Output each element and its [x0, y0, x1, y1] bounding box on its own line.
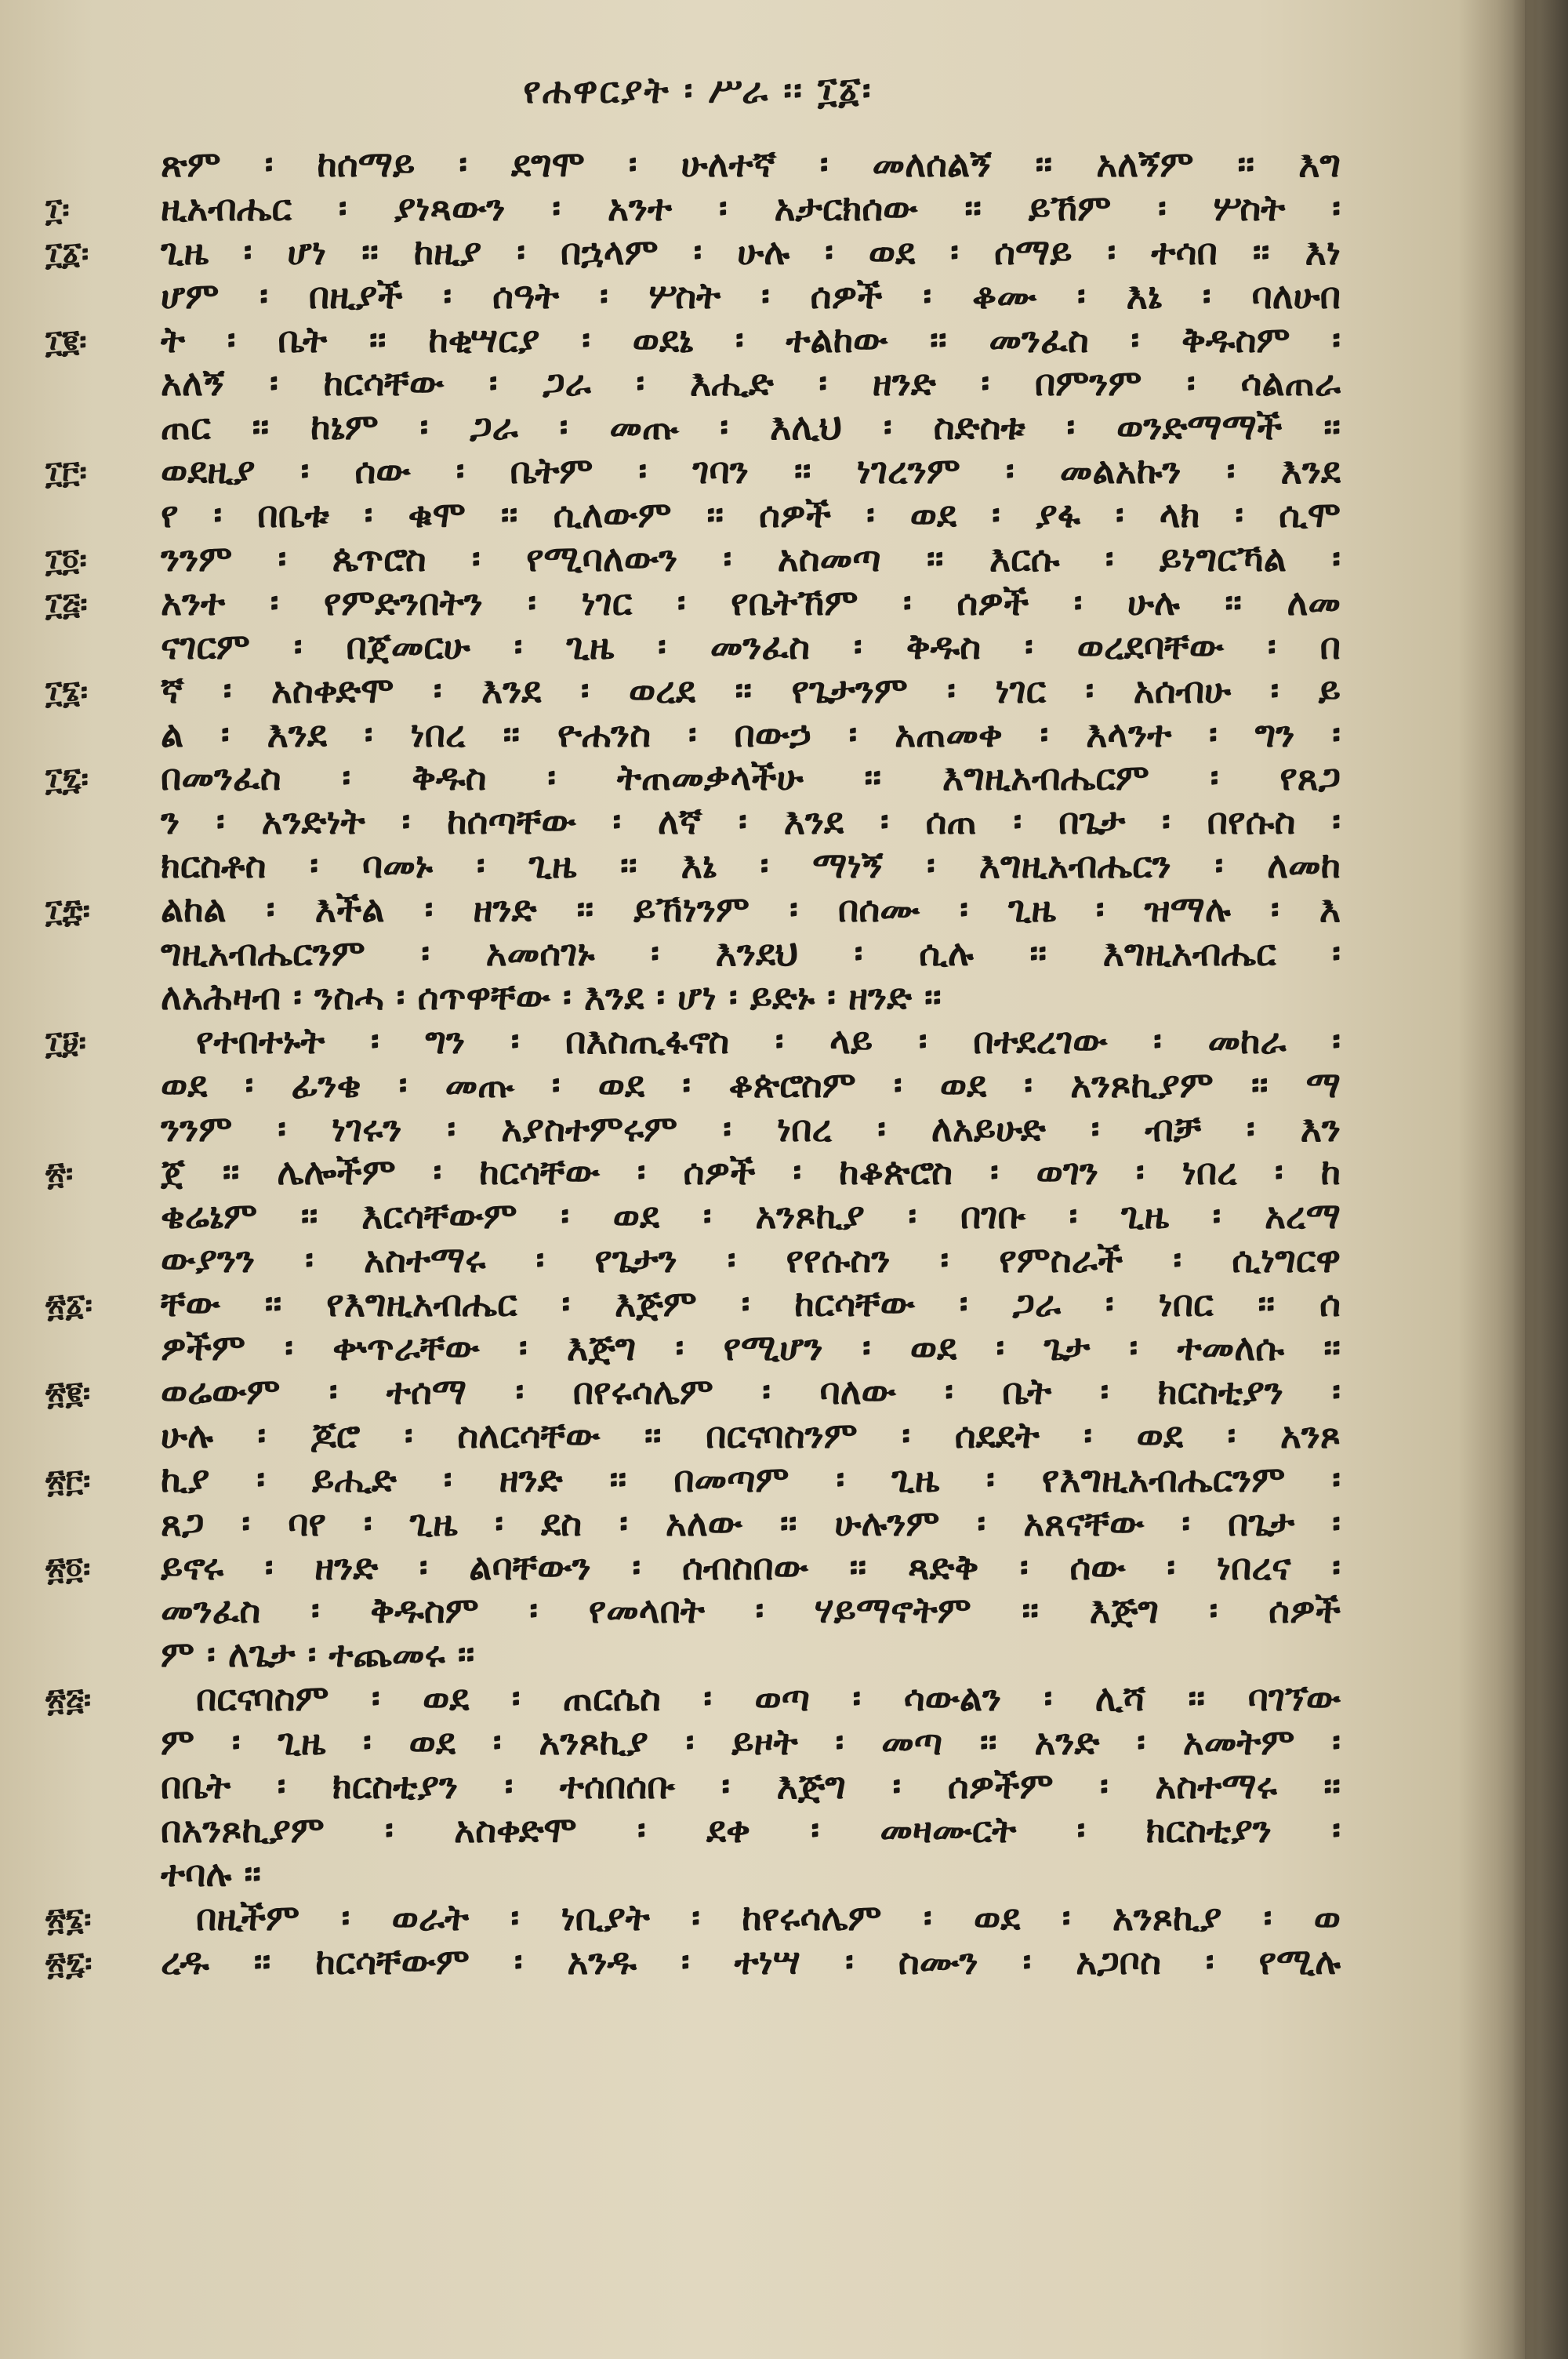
running-head: የሐዋርያት ፡ ሥራ ፡፡ ፲፩፡ [523, 69, 873, 111]
line-text: ጀ ፡፡ ሌሎችም ፡ ከርሳቸው ፡ ሰዎች ፡ ከቆጵሮስ ፡ ወገን ፡ ነበረ ፡ ከ [161, 1150, 1341, 1194]
text-line [0, 753, 1490, 797]
line-text: ቄሬኔም ፡፡ እርሳቸውም ፡ ወደ ፡ አንጾኪያ ፡ በገቡ ፡ ጊዜ ፡ አረማ [161, 1194, 1341, 1238]
line-text: ጊዜ ፡ ሆነ ፡፡ ከዚያ ፡ በኋላም ፡ ሁሉ ፡ ወደ ፡ ሰማይ ፡ ተሳበ ፡፡ እነ [161, 230, 1341, 273]
line-text: ወደ ፡ ፊንቄ ፡ መጡ ፡ ወደ ፡ ቆጵሮስም ፡ ወደ ፡ አንጾኪያም ፡፡ ማ [161, 1063, 1341, 1106]
line-text: ክርስቶስ ፡ ባመኑ ፡ ጊዜ ፡፡ እኔ ፡ ማነኝ ፡ እግዚአብሔርን ፡ ለመከ [161, 844, 1341, 887]
text-line [0, 1717, 1490, 1764]
verse-number: ፳፪፡ [45, 1374, 91, 1412]
text-line [0, 841, 1490, 885]
verse-number: ፲፫፡ [45, 454, 87, 492]
line-text: ሆም ፡ በዚያች ፡ ሰዓት ፡ ሦስት ፡ ሰዎች ፡ ቆሙ ፡ እኔ ፡ ባለሁበ [161, 274, 1341, 317]
verse-number: ፳፫፡ [45, 1462, 91, 1499]
line-text: የ ፡ በቤቱ ፡ ቁሞ ፡፡ ሲለውም ፡፡ ሰዎች ፡ ወደ ፡ ያፋ ፡ ላክ ፡ ሲሞ [161, 493, 1341, 536]
verse-number: ፲፰፡ [45, 892, 90, 930]
text-line [0, 1411, 1490, 1455]
text-line [0, 1104, 1490, 1148]
verse-number: ፲፯፡ [45, 761, 89, 798]
verse-number: ፳፯፡ [45, 1944, 93, 1982]
line-text: በዚችም ፡ ወራት ፡ ነቢያት ፡ ከየሩሳሌም ፡ ወደ ፡ አንጾኪያ ፡ ወ [196, 1896, 1341, 1939]
verse-number: ፳፭፡ [45, 1681, 92, 1719]
text-line [0, 710, 1490, 754]
verse-number: ፳፩፡ [45, 1287, 93, 1325]
text-line [0, 402, 1490, 449]
text-line [0, 1761, 1490, 1805]
text-line [0, 446, 1490, 493]
line-text: አለኝ ፡ ከርሳቸው ፡ ጋራ ፡ እሒድ ፡ ዘንድ ፡ በምንም ፡ ሳልጠራ [161, 362, 1341, 405]
text-line [0, 1499, 1490, 1543]
line-text: ም ፡ ጊዜ ፡ ወደ ፡ አንጾኪያ ፡ ይዞት ፡ መጣ ፡፡ አንድ ፡ አመትም ፡ [161, 1721, 1341, 1764]
line-text: ንንም ፡ ጴጥሮስ ፡ የሚባለውን ፡ አስመጣ ፡፡ እርሱ ፡ ይነግርኻል ፡ [161, 537, 1341, 580]
line-text: ለአሕዛብ ፡ ንስሓ ፡ ሰጥዋቸው ፡ እንደ ፡ ሆነ ፡ ይድኑ ፡ ዘንድ ፡፡ [161, 975, 942, 1018]
line-text: ረዱ ፡፡ ከርሳቸውም ፡ አንዱ ፡ ተነሣ ፡ ስሙን ፡ አጋቦስ ፡ የሚሉ [161, 1939, 1341, 1983]
text-line [0, 797, 1490, 841]
line-text: ተባሉ ፡፡ [161, 1852, 262, 1895]
text-line [0, 490, 1490, 534]
line-text: ውያንን ፡ አስተማሩ ፡ የጌታን ፡ የየሱስን ፡ የምስራች ፡ ሲነግርዋ [161, 1238, 1341, 1281]
line-text: በአንጾኪያም ፡ አስቀድሞ ፡ ደቀ ፡ መዛሙርት ፡ ክርስቲያን ፡ [161, 1808, 1341, 1851]
text-line [0, 1630, 1490, 1674]
text-line [0, 1543, 1490, 1587]
text-line [0, 1060, 1490, 1104]
verse-number: ፲፡ [45, 191, 70, 228]
line-text: ም ፡ ለጌታ ፡ ተጨመሩ ፡፡ [161, 1633, 475, 1676]
text-line [0, 271, 1490, 315]
text-line [0, 1805, 1490, 1849]
line-text: ልከል ፡ እችል ፡ ዘንድ ፡፡ ይኸነንም ፡ በሰሙ ፡ ጊዜ ፡ ዝማሉ ፡ እ [161, 888, 1341, 931]
line-text: ንንም ፡ ነገሩን ፡ አያስተምሩም ፡ ነበረ ፡ ለአይሁድ ፡ ብቻ ፡ እን [161, 1107, 1341, 1150]
line-text: ኛ ፡ አስቀድሞ ፡ እንደ ፡ ወረደ ፡፡ የጌታንም ፡ ነገር ፡ አሰብሁ ፡ ይ [161, 668, 1341, 711]
text-line [0, 578, 1490, 622]
line-text: ጠር ፡፡ ከኔም ፡ ጋራ ፡ መጡ ፡ እሊህ ፡ ስድስቱ ፡ ወንድማማች ፡፡ [161, 405, 1341, 449]
verse-number: ፲፬፡ [45, 542, 87, 580]
text-line [0, 534, 1490, 578]
verse-number: ፲፩፡ [45, 234, 89, 272]
text-line [0, 1586, 1490, 1630]
text-line [0, 1849, 1490, 1893]
line-text: ወደዚያ ፡ ሰው ፡ ቤትም ፡ ገባን ፡፡ ነገረንም ፡ መልአኩን ፡ እንደ [161, 449, 1341, 493]
text-line [0, 1893, 1490, 1937]
text-line [0, 666, 1490, 710]
line-text: ግዚአብሔርንም ፡ አመሰገኑ ፡ እንደህ ፡ ሲሉ ፡፡ እግዚአብሔር ፡ [161, 932, 1341, 975]
text-line [0, 1279, 1490, 1323]
verse-number: ፳፬፡ [45, 1550, 91, 1587]
text-line [0, 1016, 1490, 1060]
line-text: ሁሉ ፡ ጆሮ ፡ ስለርሳቸው ፡፡ በርናባስንም ፡ ሰደደት ፡ ወደ ፡ አንጾ [161, 1413, 1341, 1456]
text-line [0, 885, 1490, 929]
text-line [0, 1674, 1490, 1720]
verse-number: ፲፭፡ [45, 585, 88, 623]
text-line [0, 184, 1490, 227]
text-line [0, 622, 1490, 666]
line-text: ጸጋ ፡ ባየ ፡ ጊዜ ፡ ደስ ፡ አለው ፡፡ ሁሉንም ፡ አጸናቸው ፡ በጌታ ፡ [161, 1501, 1341, 1544]
page-gutter-shadow [1513, 0, 1568, 2359]
line-text: ን ፡ አንድነት ፡ ከሰጣቸው ፡ ለኛ ፡ እንደ ፡ ሰጠ ፡ በጌታ ፡ በየሱስ ፡ [161, 800, 1341, 843]
text-line [0, 972, 1490, 1016]
text-line [0, 1147, 1490, 1194]
text-line [0, 140, 1490, 184]
verse-number: ፲፪፡ [45, 322, 87, 360]
text-line [0, 1235, 1490, 1279]
page-text-body [0, 140, 1490, 1983]
text-line [0, 358, 1490, 405]
line-text: ዎችም ፡ ቍጥራቸው ፡ እጅግ ፡ የሚሆን ፡ ወደ ፡ ጌታ ፡ ተመለሱ ፡፡ [161, 1326, 1341, 1369]
verse-number: ፲፮፡ [45, 673, 89, 711]
line-text: ኪያ ፡ ይሒድ ፡ ዘንድ ፡፡ በመጣም ፡ ጊዜ ፡ የእግዚአብሔርንም ፡ [161, 1457, 1341, 1500]
text-line [0, 1367, 1490, 1411]
line-text: ዚአብሔር ፡ ያነጻውን ፡ አንተ ፡ አታርክሰው ፡፡ ይኸም ፡ ሦስት ፡ [161, 186, 1341, 229]
text-line [0, 1323, 1490, 1367]
text-line [0, 1191, 1490, 1238]
line-text: ወሬውም ፡ ተሰማ ፡ በየሩሳሌም ፡ ባለው ፡ ቤት ፡ ክርስቲያን ፡ [161, 1369, 1341, 1412]
text-line [0, 1455, 1490, 1499]
line-text: በቤት ፡ ክርስቲያን ፡ ተሰበሰቡ ፡ እጅግ ፡ ሰዎችም ፡ አስተማሩ ፡፡ [161, 1764, 1341, 1807]
line-text: ይኖሩ ፡ ዘንድ ፡ ልባቸውን ፡ ሰብስበው ፡፡ ጻድቅ ፡ ሰው ፡ ነበረና ፡ [161, 1545, 1341, 1588]
line-text: በርናባስም ፡ ወደ ፡ ጠርሴስ ፡ ወጣ ፡ ሳውልን ፡ ሊሻ ፡፡ ባገኘው [196, 1677, 1341, 1720]
text-line [0, 929, 1490, 975]
verse-number: ፲፱፡ [45, 1023, 86, 1061]
line-text: መንፈስ ፡ ቅዱስም ፡ የመላበት ፡ ሃይማኖትም ፡፡ እጅግ ፡ ሰዎች [161, 1589, 1341, 1632]
line-text: በመንፈስ ፡ ቅዱስ ፡ ትጠመቃላችሁ ፡፡ እግዚአብሔርም ፡ የጸጋ [161, 756, 1341, 799]
line-text: ል ፡ እንደ ፡ ነበረ ፡፡ ዮሐንስ ፡ በውኃ ፡ አጠመቀ ፡ እላንተ ፡ ግን ፡ [161, 712, 1341, 755]
text-line [0, 315, 1490, 359]
line-text: ናገርም ፡ በጀመርሁ ፡ ጊዜ ፡ መንፈስ ፡ ቅዱስ ፡ ወረደባቸው ፡ በ [161, 624, 1341, 667]
line-text: አንተ ፡ የምድንበትን ፡ ነገር ፡ የቤትኸም ፡ ሰዎች ፡ ሁሉ ፡፡ ለመ [161, 580, 1341, 623]
line-text: ቸው ፡፡ የእግዚአብሔር ፡ እጅም ፡ ከርሳቸው ፡ ጋራ ፡ ነበር ፡፡ ሰ [161, 1282, 1341, 1325]
line-text: የተበተኑት ፡ ግን ፡ በእስጢፋኖስ ፡ ላይ ፡ በተደረገው ፡ መከራ ፡ [196, 1019, 1341, 1062]
line-text: ጽም ፡ ከሰማይ ፡ ደግሞ ፡ ሁለተኛ ፡ መለሰልኝ ፡፡ አለኝም ፡፡ እግ [161, 143, 1341, 185]
verse-number: ፳፮፡ [45, 1900, 92, 1938]
line-text: ት ፡ ቤት ፡፡ ከቂሣርያ ፡ ወደኔ ፡ ተልከው ፡፡ መንፈስ ፡ ቅዱስም ፡ [161, 318, 1341, 361]
text-line [0, 1937, 1490, 1981]
verse-number: ፳፡ [45, 1155, 74, 1193]
text-line [0, 227, 1490, 271]
